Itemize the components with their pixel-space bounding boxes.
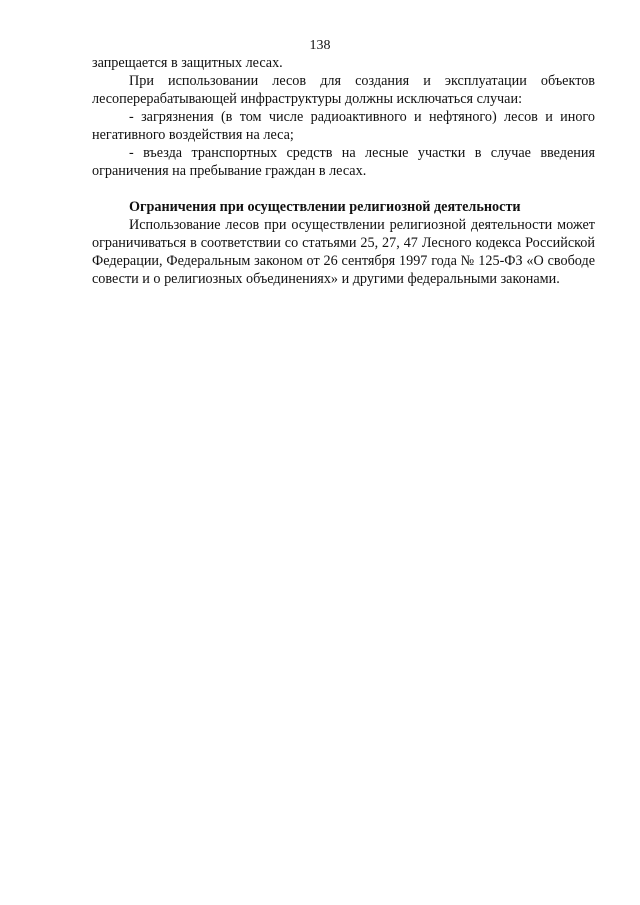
section-heading: Ограничения при осуществлении религиозной деятельности bbox=[129, 199, 521, 215]
section-paragraph: Использование лесов при осуществлении религиозной деятельности может ограничиваться в соответствии со статьями 25, 27, 47 Лесного кодекса Российской Федерации, Федеральным законом от 26 сентября 1997 года № 125-ФЗ «О свободе совести и о религиозных объединениях» и другими федеральными законами. bbox=[92, 217, 595, 287]
list-item-pollution: - загрязнения (в том числе радиоактивного и нефтяного) лесов и иного негативного воздействия на леса; bbox=[92, 109, 595, 143]
paragraph-infrastructure: При использовании лесов для создания и эксплуатации объектов лесоперерабатывающей инфраструктуры должны исключаться случаи: bbox=[92, 73, 595, 107]
page-number: 138 bbox=[309, 38, 331, 53]
document-body bbox=[92, 54, 595, 288]
paragraph-continuation: запрещается в защитных лесах. bbox=[92, 55, 283, 71]
list-item-vehicle-entry: - въезда транспортных средств на лесные участки в случае введения ограничения на пребывание граждан в лесах. bbox=[92, 145, 595, 179]
